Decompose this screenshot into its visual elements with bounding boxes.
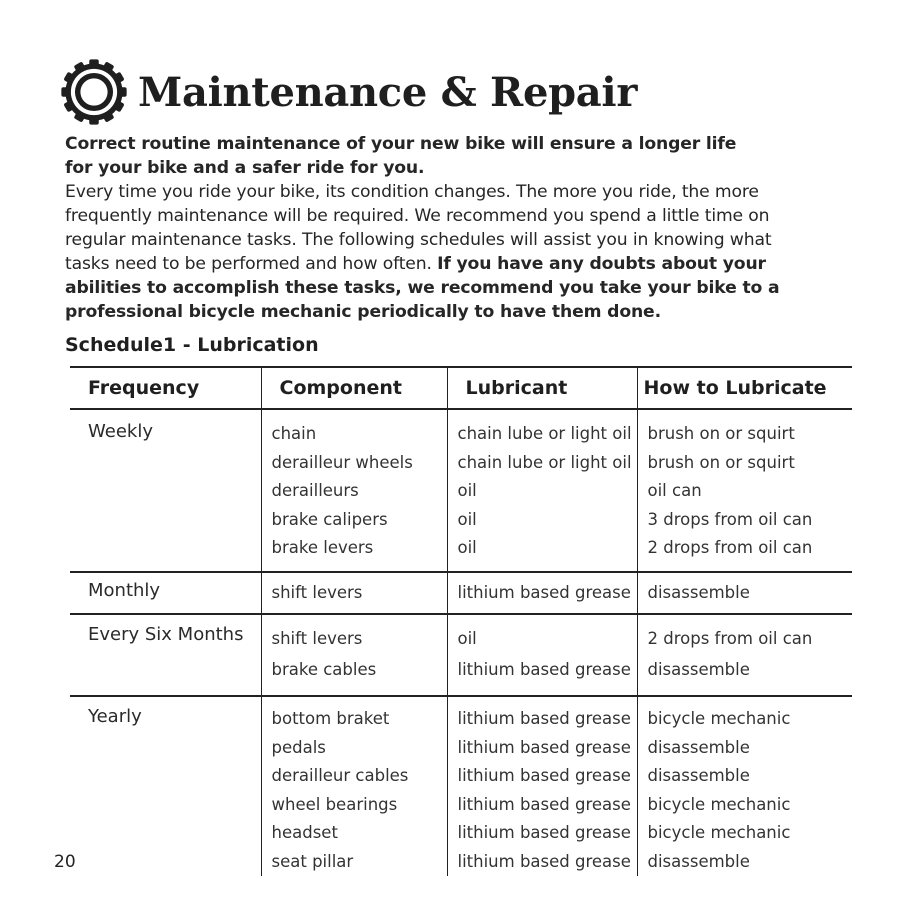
lubrication-method: 3 drops from oil can xyxy=(647,509,813,529)
component-name: derailleur cables xyxy=(271,766,409,785)
component-cell xyxy=(261,696,447,876)
lubricant-name: lithium based grease xyxy=(457,851,631,871)
lubricant-cell xyxy=(447,409,637,572)
lubrication-method: disassemble xyxy=(647,737,750,757)
lubricant-name: oil xyxy=(457,629,477,648)
lubrication-method: disassemble xyxy=(647,582,750,602)
frequency-cell xyxy=(70,572,261,615)
lubricant-name: lithium based grease xyxy=(457,794,631,814)
component-name: brake levers xyxy=(271,538,374,557)
component-name: pedals xyxy=(271,737,326,757)
lubrication-method: bicycle mechanic xyxy=(647,823,791,842)
lubricant-name: lithium based grease xyxy=(457,582,631,602)
schedule-title: Schedule1 - Lubrication xyxy=(65,334,319,356)
component-name: seat pillar xyxy=(271,851,354,871)
lubricant-cell xyxy=(447,614,637,696)
lubrication-method: bicycle mechanic xyxy=(647,794,791,814)
page-number: 20 xyxy=(54,852,76,872)
how-to-lubricate-cell xyxy=(637,696,852,876)
component-name: headset xyxy=(271,823,338,842)
lubricant-name: lithium based grease xyxy=(457,766,631,785)
how-to-lubricate-cell xyxy=(637,572,852,615)
table-row xyxy=(70,572,852,615)
intro-paragraph xyxy=(65,132,845,324)
lubricant-name: chain lube or light oil xyxy=(457,452,632,472)
intro-text-line: regular maintenance tasks. The following schedules will assist you in knowing what xyxy=(65,230,772,250)
intro-warning-line: abilities to accomplish these tasks, we recommend you take your bike to a xyxy=(65,278,780,298)
lubrication-method: disassemble xyxy=(647,851,750,871)
table-row xyxy=(70,409,852,572)
lubrication-method: brush on or squirt xyxy=(647,424,795,443)
component-name: bottom braket xyxy=(271,709,390,728)
column-header-frequency: Frequency xyxy=(70,367,261,409)
lubricant-name: oil xyxy=(457,481,477,500)
intro-text-line: Every time you ride your bike, its condition changes. The more you ride, the more xyxy=(65,182,759,202)
lubrication-method: bicycle mechanic xyxy=(647,709,791,728)
lubricant-name: lithium based grease xyxy=(457,823,631,842)
intro-text-segment: tasks need to be performed and how often. xyxy=(65,254,432,274)
gear-icon xyxy=(60,58,128,126)
component-name: wheel bearings xyxy=(271,794,398,814)
lubrication-method: 2 drops from oil can xyxy=(647,538,813,557)
table-row xyxy=(70,696,852,876)
table-header-row xyxy=(70,367,852,409)
table-body xyxy=(70,409,852,876)
frequency-label: Yearly xyxy=(88,706,142,727)
frequency-cell xyxy=(70,614,261,696)
frequency-label: Monthly xyxy=(88,579,161,601)
lubrication-method: disassemble xyxy=(647,660,750,679)
frequency-label: Every Six Months xyxy=(88,624,244,645)
lubricant-name: lithium based grease xyxy=(457,709,631,728)
intro-warning-line: professional bicycle mechanic periodically to have them done. xyxy=(65,302,661,322)
component-name: chain xyxy=(271,424,317,443)
lubricant-name: oil xyxy=(457,509,477,529)
intro-bold-line: Correct routine maintenance of your new bike will ensure a longer life xyxy=(65,134,737,154)
component-cell xyxy=(261,572,447,615)
lubricant-cell xyxy=(447,572,637,615)
frequency-label: Weekly xyxy=(88,421,153,442)
table-row xyxy=(70,614,852,696)
component-cell xyxy=(261,409,447,572)
lubricant-cell xyxy=(447,696,637,876)
component-name: derailleurs xyxy=(271,481,359,500)
component-name: shift levers xyxy=(271,582,363,602)
component-name: brake cables xyxy=(271,660,377,679)
frequency-cell xyxy=(70,696,261,876)
column-header-how-to-lubricate: How to Lubricate xyxy=(637,367,852,409)
lubrication-schedule-table xyxy=(70,366,852,876)
intro-bold-line: for your bike and a safer ride for you. xyxy=(65,158,425,178)
component-name: derailleur wheels xyxy=(271,452,413,472)
lubrication-method: oil can xyxy=(647,481,702,500)
intro-text-line xyxy=(65,252,845,276)
lubrication-method: 2 drops from oil can xyxy=(647,629,813,648)
lubricant-name: lithium based grease xyxy=(457,660,631,679)
lubricant-name: chain lube or light oil xyxy=(457,424,632,443)
how-to-lubricate-cell xyxy=(637,409,852,572)
intro-text-line: frequently maintenance will be required. We recommend you spend a little time on xyxy=(65,206,770,226)
component-cell xyxy=(261,614,447,696)
component-name: brake calipers xyxy=(271,509,388,529)
how-to-lubricate-cell xyxy=(637,614,852,696)
lubrication-method: brush on or squirt xyxy=(647,452,795,472)
frequency-cell xyxy=(70,409,261,572)
lubricant-name: oil xyxy=(457,538,477,557)
page-header xyxy=(60,52,637,132)
lubrication-method: disassemble xyxy=(647,766,750,785)
component-name: shift levers xyxy=(271,629,363,648)
lubricant-name: lithium based grease xyxy=(457,737,631,757)
column-header-lubricant: Lubricant xyxy=(447,367,637,409)
column-header-component: Component xyxy=(261,367,447,409)
intro-warning-segment: If you have any doubts about your xyxy=(437,254,766,274)
page-title: Maintenance & Repair xyxy=(138,68,638,116)
